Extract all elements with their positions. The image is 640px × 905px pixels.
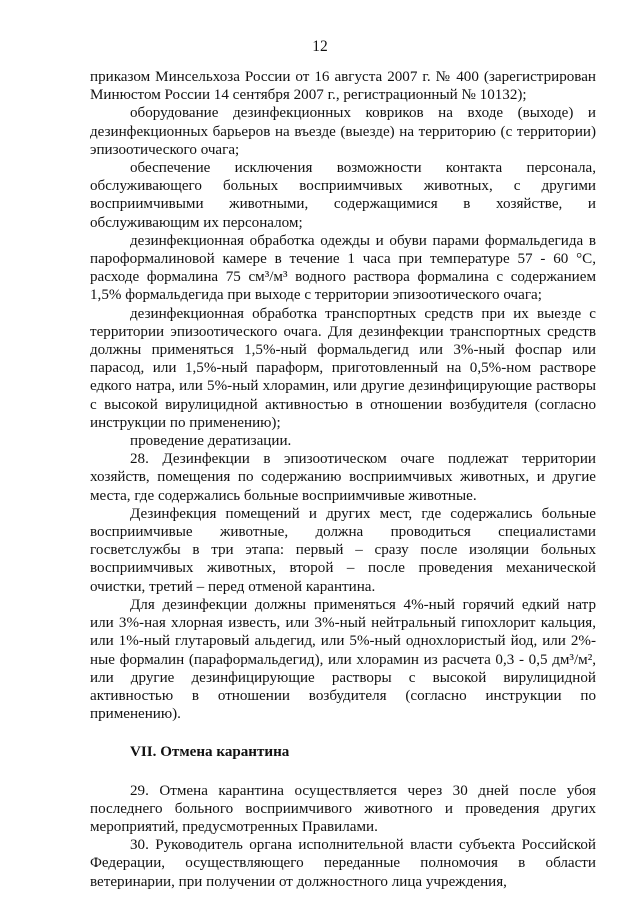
paragraph-disinfection-mats: оборудование дезинфекционных ковриков на входе (выходе) и дезинфекционных барьеров на въезде (выезде) на территорию (с территории) эпизоотического очага;	[90, 105, 596, 158]
paragraph-order-reference: приказом Минсельхоза России от 16 августа 2007 г. № 400 (зарегистрирован Минюстом России 14 сентября 2007 г., регистрационный № 10132);	[90, 69, 596, 104]
page-number: 12	[312, 38, 328, 55]
paragraph-deratization: проведение дератизации.	[130, 433, 292, 450]
section-heading: VII. Отмена карантина	[130, 744, 290, 761]
paragraph-disinfection-stages: Дезинфекция помещений и других мест, где содержались больные восприимчивые животные, должна проводиться специалистами госветслужбы в три этапа: первый – сразу после изоляции больных восприимчивых животных, второй – после проведения механической очистки, третий – перед отменой карантина.	[90, 505, 596, 595]
paragraph-contact-exclusion: обеспечение исключения возможности контакта персонала, обслуживающего больных восприимчивых животных, с другими восприимчивыми животными, содержащимися в хозяйстве, и обслуживающим их персоналом;	[90, 160, 596, 231]
paragraph-item-28: 28. Дезинфекции в эпизоотическом очаге подлежат территории хозяйств, помещения по содержанию восприимчивых животных, и другие места, где содержались больные восприимчивые животные.	[90, 451, 596, 504]
paragraph-item-29: 29. Отмена карантина осуществляется через 30 дней после убоя последнего больного восприимчивого животного и проведения других мероприятий, предусмотренных Правилами.	[90, 782, 596, 835]
paragraph-disinfectants-list: Для дезинфекции должны применяться 4%-ный горячий едкий натр или 3%-ная хлорная известь, или 3%-ный нейтральный гипохлорит кальция, или 1%-ный глутаровый альдегид, или 5%-ный однохлористый йод, или 2%-ные формалин (параформальдегид), или хлорамин из расчета 0,3 - 0,5 дм³/м², или другие дезинфицирующие растворы с высокой вирулицидной активностью в отношении возбудителя (согласно инструкции по применению).	[90, 596, 596, 723]
paragraph-vehicle-treatment: дезинфекционная обработка транспортных средств при их выезде с территории эпизоотического очага. Для дезинфекции транспортных средств должны применяться 1,5%-ный формальдегид или 3%-ный фоспар или парасод, или 1,5%-ный параформ, приготовленный на 0,5%-ном растворе едкого натра, или 5%-ный хлорамин, или другие дезинфицирующие растворы с высокой вирулицидной активностью в отношении возбудителя (согласно инструкции по применению);	[90, 305, 596, 431]
paragraph-item-30: 30. Руководитель органа исполнительной власти субъекта Российской Федерации, осуществляющего переданные полномочия в области ветеринарии, при получении от должностного лица учреждения,	[90, 837, 596, 890]
document-body	[90, 68, 596, 891]
paragraph-clothing-treatment: дезинфекционная обработка одежды и обуви парами формальдегида в пароформалиновой камере в течение 1 часа при температуре 57 - 60 °С, расходе формалина 75 см³/м³ водного раствора формалина с содержанием 1,5% формальдегида при выходе с территории эпизоотического очага;	[90, 232, 596, 304]
